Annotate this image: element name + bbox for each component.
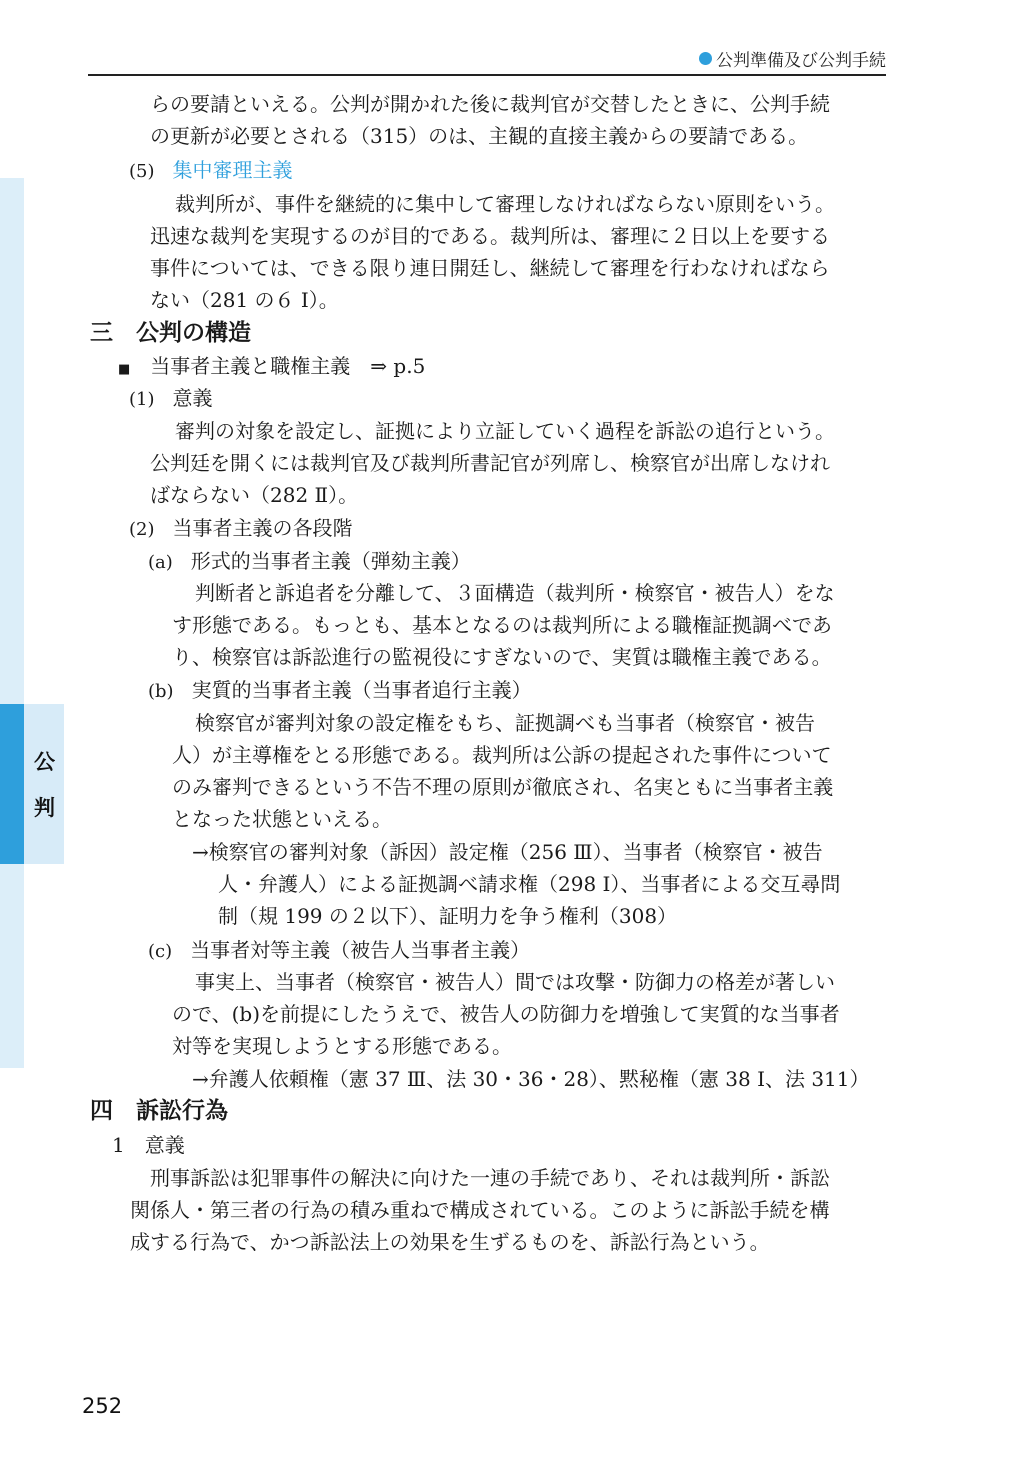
- item-number: (a): [148, 552, 173, 573]
- line-text: らの要請といえる。公判が開かれた後に裁判官が交替したときに、公判手続: [150, 92, 830, 116]
- chapter-tab: [24, 704, 64, 864]
- text-line: [218, 868, 840, 900]
- text-line: [172, 803, 392, 835]
- line-text: の更新が必要とされる（315）のは、主観的直接主義からの要請である。: [150, 124, 809, 148]
- text-line: [148, 545, 471, 579]
- header-title: [699, 46, 886, 71]
- text-line: [195, 707, 815, 739]
- text-line: [150, 120, 808, 152]
- text-line: [192, 1063, 870, 1095]
- page-number: 252: [82, 1394, 123, 1418]
- text-line: [172, 739, 832, 771]
- line-text: 事実上、当事者（検察官・被告人）間では攻撃・防御力の格差が著しい: [195, 970, 835, 994]
- text-line: [130, 1194, 830, 1226]
- line-text: →検察官の審判対象（訴因）設定権（256 Ⅲ）、当事者（検察官・被告: [192, 840, 823, 864]
- line-text: 当事者主義の各段階: [172, 516, 353, 540]
- text-line: [130, 1226, 770, 1258]
- line-text: 刑事訴訟は犯罪事件の解決に向けた一連の手続であり、それは裁判所・訴訟: [150, 1166, 830, 1190]
- text-line: [150, 220, 830, 252]
- text-line: [192, 836, 823, 868]
- line-text: ので、(b)を前提にしたうえで、被告人の防御力を増強して実質的な当事者: [172, 1002, 840, 1026]
- line-text: 形式的当事者主義（弾劾主義）: [190, 549, 471, 573]
- line-text: 実質的当事者主義（当事者追行主義）: [191, 678, 532, 702]
- line-text: 成する行為で、かつ訴訟法上の効果を生ずるものを、訴訟行為という。: [130, 1230, 770, 1254]
- text-line: [175, 188, 835, 220]
- text-line: [172, 609, 832, 641]
- item-number: (2): [129, 519, 155, 540]
- text-line: [172, 641, 832, 673]
- text-line: [172, 998, 840, 1030]
- text-line: [175, 415, 835, 447]
- section-heading: [90, 317, 251, 349]
- line-text: 裁判所が、事件を継続的に集中して審理しなければならない原則をいう。: [175, 192, 835, 216]
- text-line: [129, 512, 353, 546]
- text-line: [150, 88, 830, 120]
- line-text: 人・弁護人）による証拠調べ請求権（298 Ⅰ）、当事者による交互尋問: [218, 872, 841, 896]
- bullet-dot-icon: [699, 52, 712, 65]
- line-text: す形態である。もっとも、基本となるのは裁判所による職権証拠調べであ: [172, 613, 832, 637]
- line-text: ない（281 の６ Ⅰ）。: [150, 288, 339, 312]
- text-line: [172, 1030, 512, 1062]
- line-text: 制（規 199 の２以下）、証明力を争う権利（308）: [218, 904, 678, 928]
- text-line: [129, 382, 213, 416]
- line-text: 当事者主義と職権主義 ⇒ p.5: [150, 354, 426, 378]
- line-text: のみ審判できるという不告不理の原則が徹底され、名実ともに当事者主義: [172, 775, 834, 799]
- line-text: 関係人・第三者の行為の積み重ねで構成されている。このように訴訟手続を構: [130, 1198, 830, 1222]
- line-text: 検察官が審判対象の設定権をもち、証拠調べも当事者（検察官・被告: [195, 711, 815, 735]
- running-header: [88, 44, 886, 76]
- text-line: [218, 900, 677, 932]
- text-line: [150, 284, 339, 316]
- side-band: [0, 178, 24, 1068]
- line-text: →弁護人依頼権（憲 37 Ⅲ、法 30・36・28）、黙秘権（憲 38 Ⅰ、法 311）: [192, 1067, 870, 1091]
- line-text: 四 訴訟行為: [90, 1098, 228, 1124]
- header-title-text: 公判準備及び公判手続: [716, 51, 886, 71]
- line-text: 対等を実現しようとする形態である。: [172, 1034, 512, 1058]
- text-line: [150, 447, 830, 479]
- text-line: [172, 771, 833, 803]
- line-text: 公判廷を開くには裁判官及び裁判所書記官が列席し、検察官が出席しなけれ: [150, 451, 830, 475]
- item-number: (b): [148, 681, 174, 702]
- line-text: 1 意義: [112, 1133, 185, 1157]
- text-line: [112, 1129, 185, 1161]
- line-text: となった状態といえる。: [172, 807, 392, 831]
- item-number: (c): [148, 941, 173, 962]
- item-number: (5): [129, 161, 155, 182]
- section-heading: [90, 1095, 228, 1127]
- line-text: 判断者と訴追者を分離して、３面構造（裁判所・検察官・被告人）をな: [195, 581, 835, 605]
- line-text: 迅速な裁判を実現するのが目的である。裁判所は、審理に２日以上を要する: [150, 224, 830, 248]
- line-text: 集中審理主義: [172, 158, 293, 182]
- text-line: [150, 252, 830, 284]
- side-tab-strip: [0, 704, 24, 864]
- line-text: ばならない（282 Ⅱ）。: [150, 483, 359, 507]
- text-line: [129, 154, 293, 188]
- line-text: り、検察官は訴訟進行の監視役にすぎないので、実質は職権主義である。: [172, 645, 832, 669]
- text-line: [150, 1162, 830, 1194]
- line-text: 事件については、できる限り連日開廷し、継続して審理を行わなければなら: [150, 256, 830, 280]
- item-number: (1): [129, 389, 155, 410]
- square-bullet-icon: ■: [118, 362, 131, 377]
- text-line: [150, 479, 358, 511]
- line-text: 三 公判の構造: [90, 320, 251, 346]
- text-line: [148, 674, 532, 708]
- line-text: 当事者対等主義（被告人当事者主義）: [190, 938, 531, 962]
- chapter-tab-char-2: 判: [34, 796, 55, 820]
- text-line: [195, 966, 835, 998]
- text-line: [195, 577, 835, 609]
- line-text: 審判の対象を設定し、証拠により立証していく過程を訴訟の追行という。: [175, 419, 835, 443]
- text-line: [148, 934, 530, 968]
- text-line: [118, 350, 425, 386]
- chapter-tab-char-1: 公: [34, 750, 55, 774]
- line-text: 人）が主導権をとる形態である。裁判所は公訴の提起された事件について: [172, 743, 832, 767]
- line-text: 意義: [172, 386, 213, 410]
